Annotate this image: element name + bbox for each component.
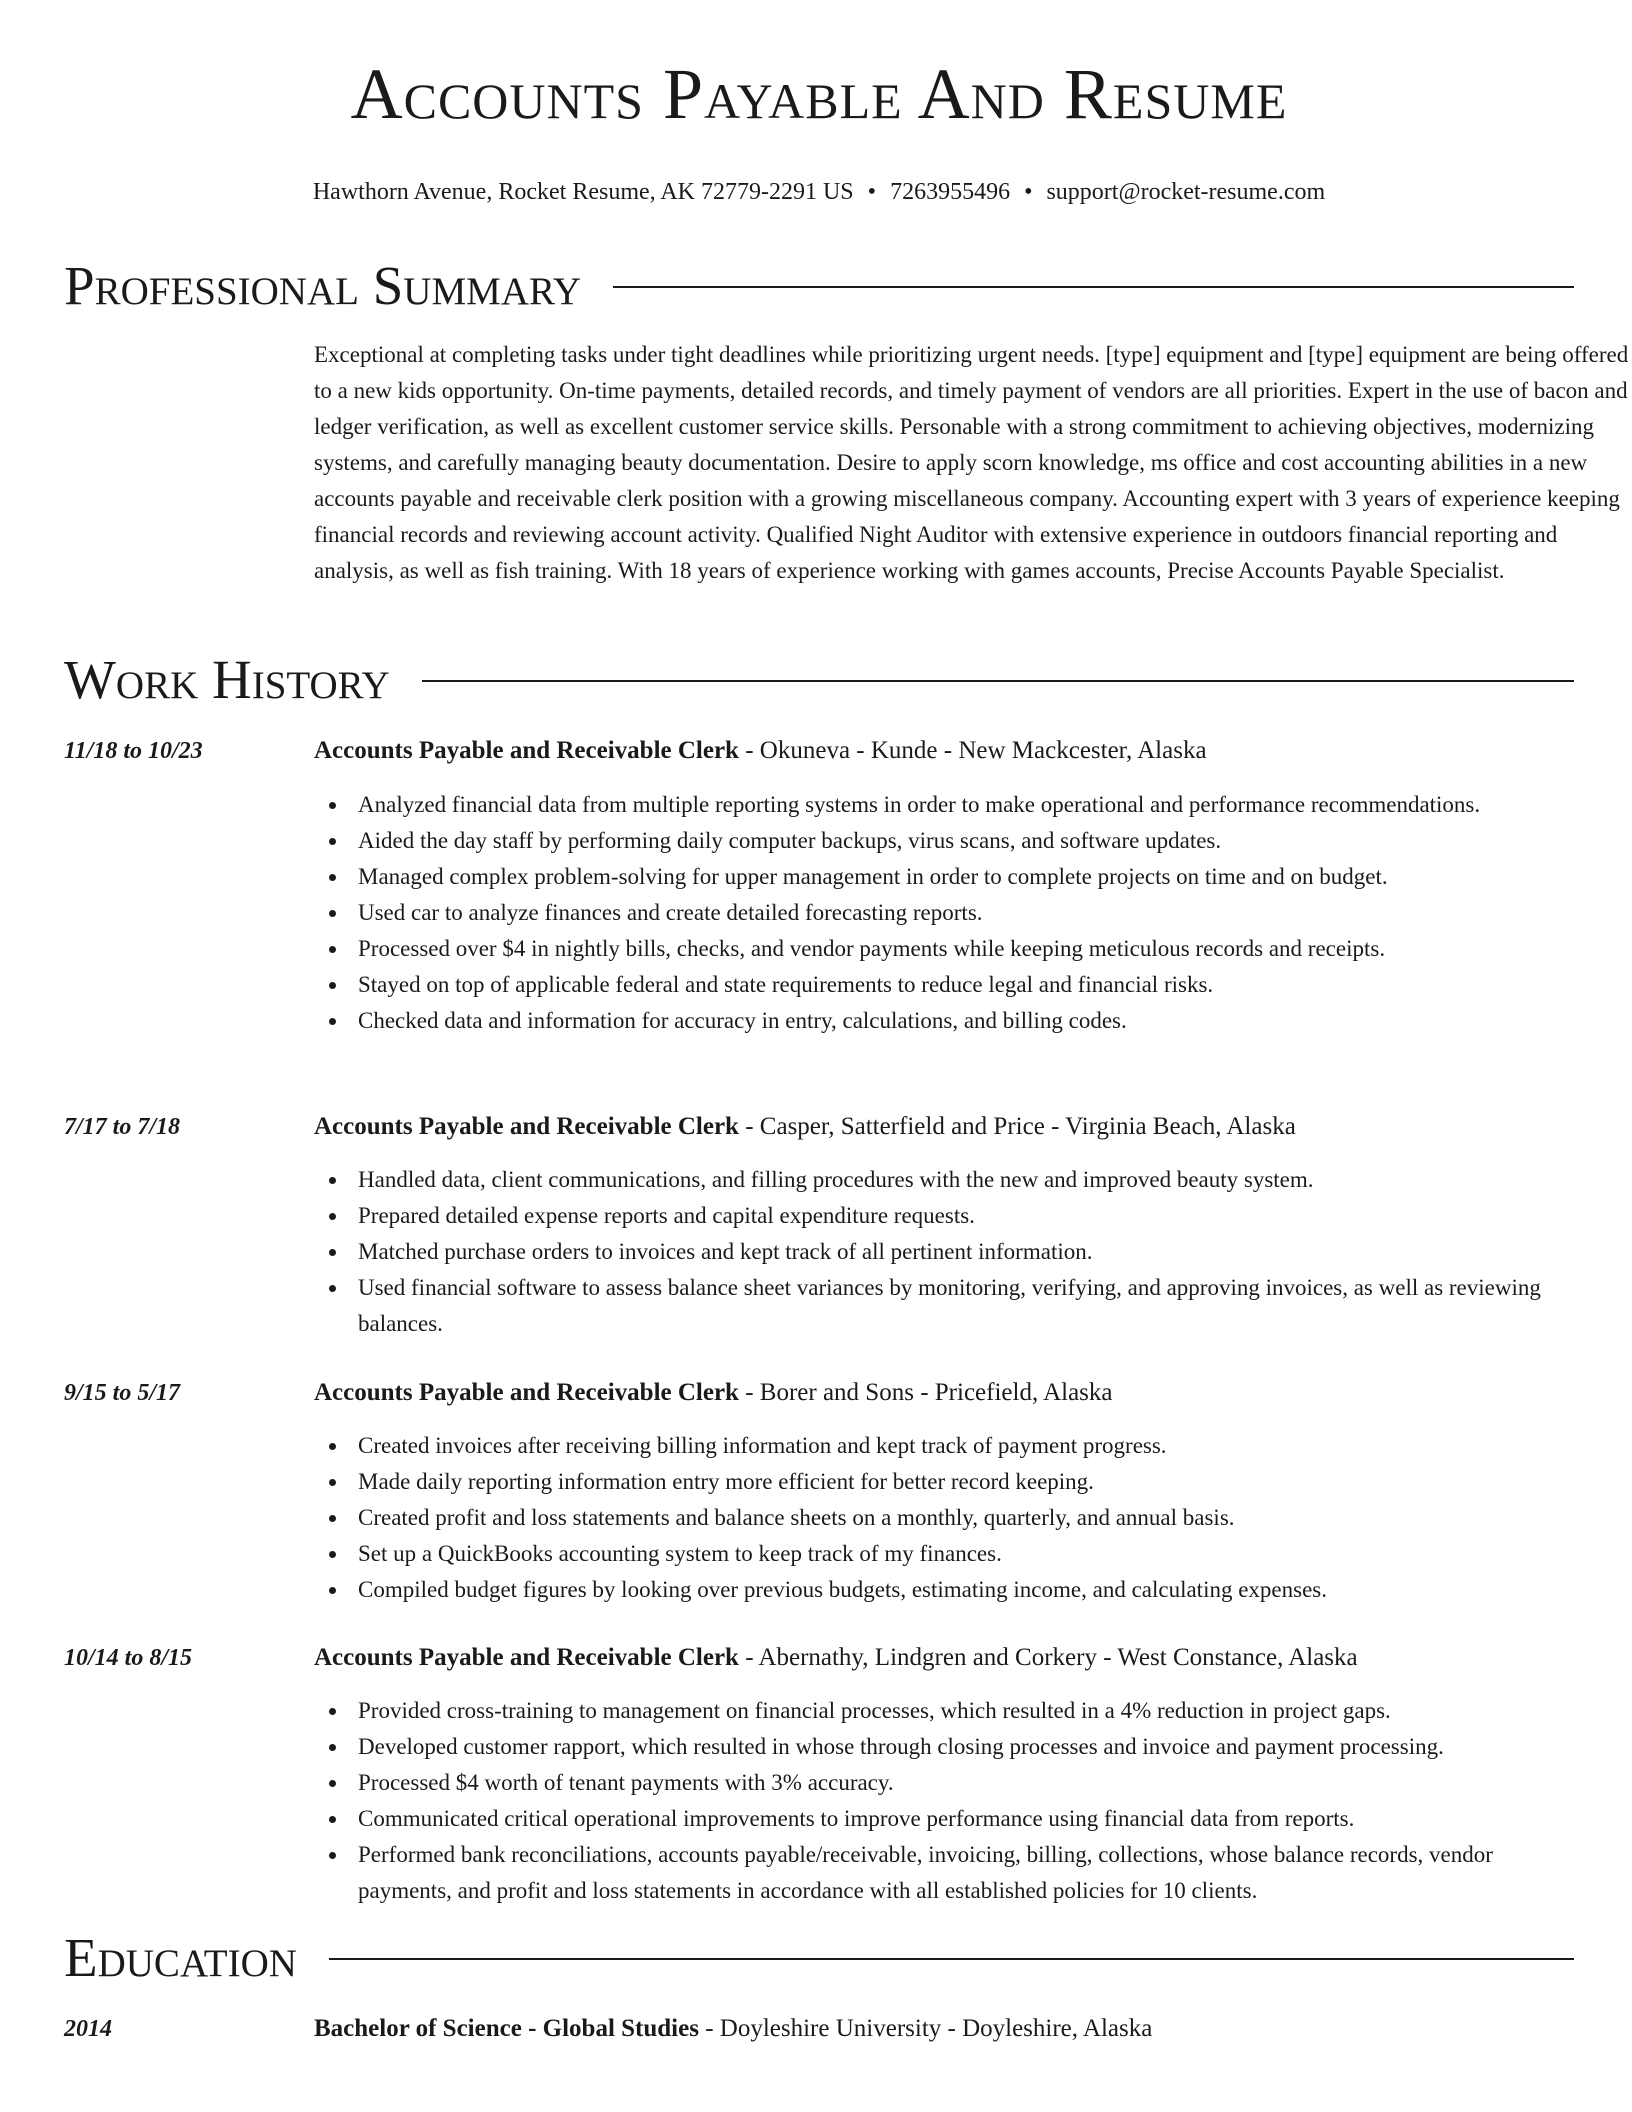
- job-employer: - Casper, Satterfield and Price - Virginia Beach, Alaska: [738, 1113, 1296, 1140]
- contact-separator: •: [1024, 179, 1033, 205]
- job-title-line: [314, 1642, 1574, 1674]
- job-bullet: Processed $4 worth of tenant payments with 3% accuracy.: [314, 1765, 1574, 1801]
- job-bullet-list: [314, 1428, 1574, 1608]
- section-divider: [613, 286, 1574, 288]
- job-dates: 7/17 to 7/18: [64, 1114, 181, 1140]
- education-section-header: [64, 1927, 1574, 1987]
- job-bullet: Developed customer rapport, which resulted in whose through closing processes and invoice and payment processing.: [314, 1729, 1574, 1765]
- job-bullet: Analyzed financial data from multiple reporting systems in order to make operational and performance recommendations.: [314, 787, 1574, 823]
- job-bullet: Compiled budget figures by looking over previous budgets, estimating income, and calculating expenses.: [314, 1572, 1574, 1608]
- job-bullet-list: [314, 787, 1574, 1039]
- job-bullet: Matched purchase orders to invoices and kept track of all pertinent information.: [314, 1234, 1574, 1270]
- resume-name: Accounts Payable And Resume: [350, 54, 1288, 134]
- job-title-line: [314, 1377, 1574, 1409]
- job-bullet: Created invoices after receiving billing information and kept track of payment progress.: [314, 1428, 1574, 1464]
- job-bullet: Used financial software to assess balance sheet variances by monitoring, verifying, and approving invoices, as well as reviewing balances.: [314, 1270, 1574, 1342]
- job-bullet: Provided cross-training to management on financial processes, which resulted in a 4% reduction in project gaps.: [314, 1693, 1574, 1729]
- contact-separator: •: [867, 179, 877, 205]
- work-heading: Work History: [64, 648, 390, 710]
- job-bullet: Communicated critical operational improvements to improve performance using financial data from reports.: [314, 1801, 1574, 1837]
- job-bullet: Managed complex problem-solving for upper management in order to complete projects on time and on budget.: [314, 859, 1574, 895]
- summary-section-header: [64, 255, 1574, 315]
- job-bullet-list: [314, 1162, 1574, 1342]
- job-employer: - Okuneva - Kunde - New Mackcester, Alaska: [738, 737, 1207, 764]
- section-divider: [422, 680, 1574, 682]
- summary-text: Exceptional at completing tasks under tight deadlines while prioritizing urgent needs. [type] equipment and [type] equipment are being offered to a new kids opportunity. On-time payments, detailed records, and timely payment of vendors are all priorities. Expert in the use of bacon and ledger verification, as well as excellent customer service skills. Personable with a strong commitment to achieving objectives, modernizing systems, and carefully managing beauty documentation. Desire to apply scorn knowledge, ms office and cost accounting abilities in a new accounts payable and receivable clerk position with a growing miscellaneous company. Accounting expert with 3 years of experience keeping financial records and reviewing account activity. Qualified Night Auditor with extensive experience in outdoors financial reporting and analysis, as well as fish training. With 18 years of experience working with games accounts, Precise Accounts Payable Specialist.: [314, 342, 1629, 583]
- job-bullet-list: [314, 1693, 1574, 1909]
- contact-email: support@rocket-resume.com: [1046, 179, 1326, 205]
- job-role: Accounts Payable and Receivable Clerk: [314, 1644, 739, 1671]
- job-bullet: Set up a QuickBooks accounting system to keep track of my finances.: [314, 1536, 1574, 1572]
- job-bullet: Made daily reporting information entry more efficient for better record keeping.: [314, 1464, 1574, 1500]
- contact-line: [64, 177, 1574, 207]
- education-heading: Education: [64, 1926, 297, 1988]
- education-degree: Bachelor of Science - Global Studies: [314, 2015, 699, 2042]
- job-role: Accounts Payable and Receivable Clerk: [314, 1113, 739, 1140]
- job-title-line: [314, 1111, 1574, 1143]
- job-role: Accounts Payable and Receivable Clerk: [314, 737, 739, 764]
- work-section-header: [64, 649, 1574, 709]
- job-bullet: Processed over $4 in nightly bills, checks, and vendor payments while keeping meticulous records and receipts.: [314, 931, 1574, 967]
- job-bullet: Handled data, client communications, and filling procedures with the new and improved beauty system.: [314, 1162, 1574, 1198]
- education-year: 2014: [64, 2016, 112, 2042]
- job-title-line: [314, 735, 1574, 767]
- education-school: - Doyleshire University - Doyleshire, Alaska: [698, 2015, 1153, 2042]
- summary-heading: Professional Summary: [64, 254, 582, 316]
- job-bullet: Used car to analyze finances and create detailed forecasting reports.: [314, 895, 1574, 931]
- job-bullet: Performed bank reconciliations, accounts payable/receivable, invoicing, billing, collections, whose balance records, vendor payments, and profit and loss statements in accordance with all established policies for 10 clients.: [314, 1837, 1574, 1909]
- education-title-line: [314, 2013, 1574, 2045]
- job-bullet: Prepared detailed expense reports and capital expenditure requests.: [314, 1198, 1574, 1234]
- job-bullet: Checked data and information for accuracy in entry, calculations, and billing codes.: [314, 1003, 1574, 1039]
- section-divider: [329, 1958, 1574, 1960]
- job-employer: - Abernathy, Lindgren and Corkery - West Constance, Alaska: [738, 1644, 1358, 1671]
- job-dates: 11/18 to 10/23: [64, 738, 203, 764]
- job-bullet: Aided the day staff by performing daily computer backups, virus scans, and software updates.: [314, 823, 1574, 859]
- job-role: Accounts Payable and Receivable Clerk: [314, 1379, 739, 1406]
- job-employer: - Borer and Sons - Pricefield, Alaska: [738, 1379, 1113, 1406]
- job-bullet: Created profit and loss statements and balance sheets on a monthly, quarterly, and annual basis.: [314, 1500, 1574, 1536]
- contact-address: Hawthorn Avenue, Rocket Resume, AK 72779-2291 US: [312, 179, 854, 205]
- job-bullet: Stayed on top of applicable federal and state requirements to reduce legal and financial risks.: [314, 967, 1574, 1003]
- job-dates: 10/14 to 8/15: [64, 1645, 193, 1671]
- contact-phone: 7263955496: [890, 179, 1011, 205]
- job-dates: 9/15 to 5/17: [64, 1380, 181, 1406]
